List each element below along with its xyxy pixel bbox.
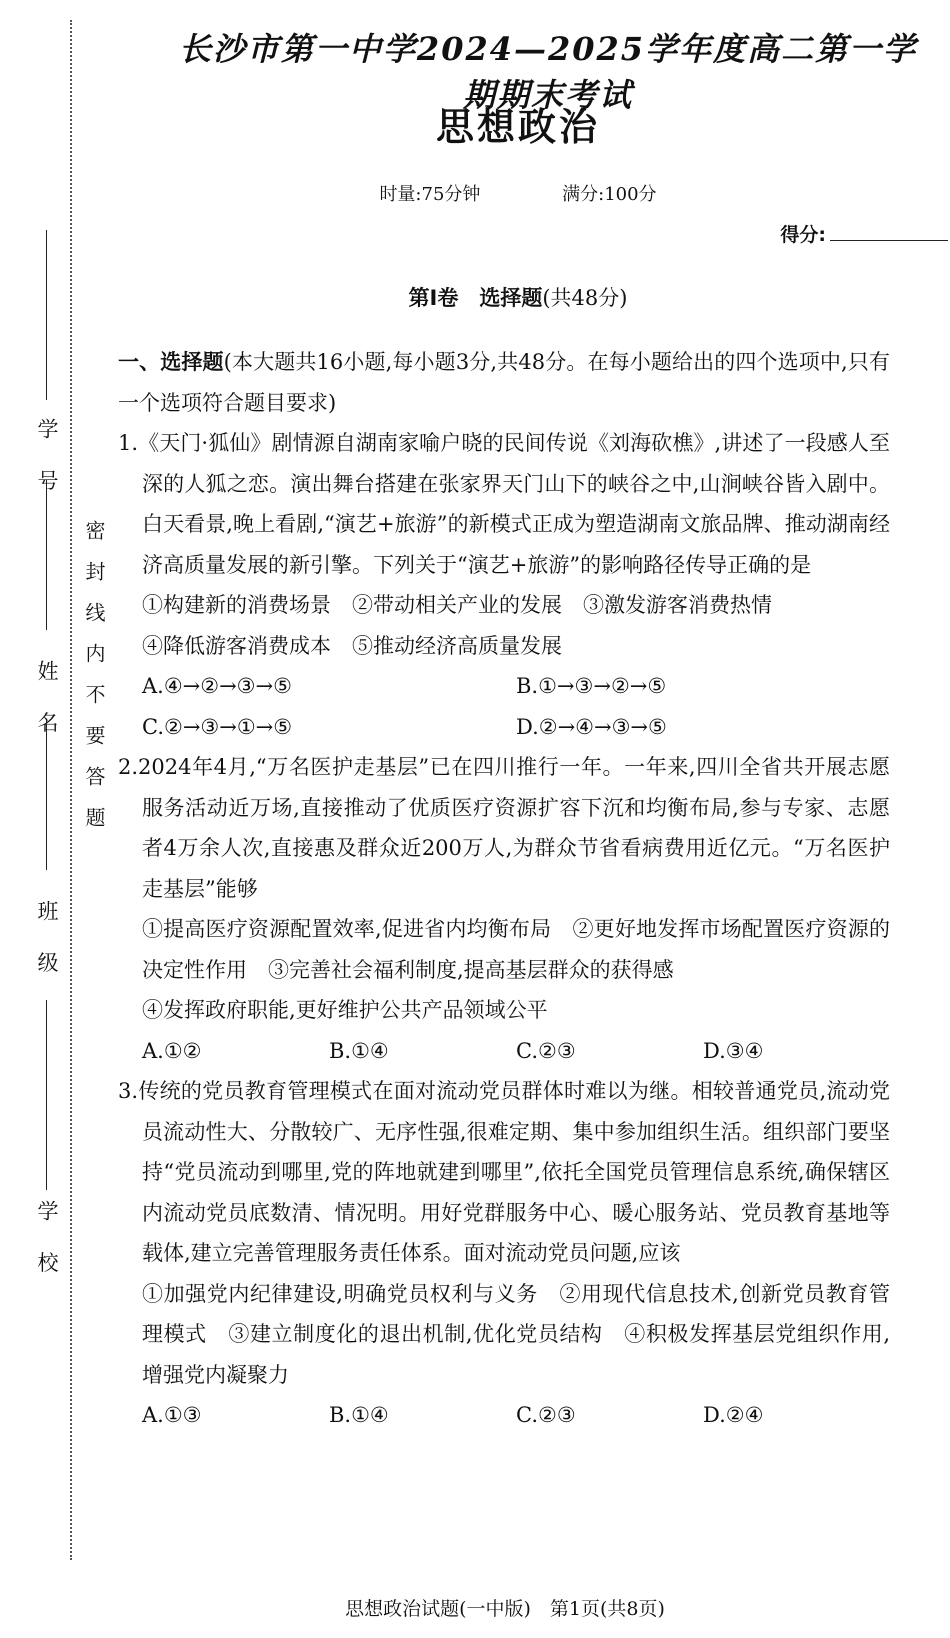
score-blank [830, 240, 948, 241]
section-subtitle-rest: (共48分) [542, 286, 628, 310]
score-field [780, 220, 948, 247]
question-3-option-b[interactable]: B.①④ [329, 1403, 389, 1427]
score-label: 得分: [780, 224, 826, 246]
exam-meta [118, 180, 918, 206]
school-line [46, 1000, 47, 1190]
time-limit: 时量:75分钟 [379, 184, 481, 205]
name-line [46, 480, 47, 630]
question-3-item: ①加强党内纪律建设,明确党员权利与义务 ②用现代信息技术,创新党员教育管理模式 ③建立制度化的退出机制,优化党员结构 ④积极发挥基层党组织作用,增强党内凝聚力 [142, 1281, 890, 1387]
student-id-line [46, 230, 47, 400]
class-line [46, 720, 47, 870]
instruction-label: 一、选择题 [118, 350, 224, 374]
section-heading [118, 282, 918, 312]
student-id-label: 学 号 [35, 418, 59, 503]
instruction-text: (本大题共16小题,每小题3分,共48分。在每小题给出的四个选项中,只有一个选项符合题目要求) [118, 350, 890, 415]
question-1-options [118, 707, 890, 748]
section-title: 第Ⅰ卷 [408, 286, 459, 310]
class-label: 班 级 [35, 900, 59, 985]
question-1-option-c[interactable]: C.②→③→①→⑤ [142, 714, 293, 739]
full-score: 满分:100分 [562, 184, 657, 205]
question-2-option-d[interactable]: D.③④ [703, 1038, 764, 1063]
question-2-item: ①提高医疗资源配置效率,促进省内均衡布局 ②更好地发挥市场配置医疗资源的决定性作用 ③完善社会福利制度,提高基层群众的获得感 [142, 917, 890, 982]
subject-title: 思想政治 [435, 105, 600, 149]
question-3-option-a[interactable]: A.①③ [142, 1403, 202, 1427]
school-label: 学 校 [35, 1200, 59, 1285]
question-3-option-d[interactable]: D.②④ [703, 1403, 764, 1427]
question-2-option-b[interactable]: B.①④ [329, 1038, 389, 1063]
question-1-item: ①构建新的消费场景 ②带动相关产业的发展 ③激发游客消费热情 [142, 593, 772, 617]
question-1-option-a[interactable]: A.④→②→③→⑤ [142, 674, 292, 698]
question-1-item: ④降低游客消费成本 ⑤推动经济高质量发展 [142, 633, 562, 658]
question-2-item: ④发挥政府职能,更好维护公共产品领域公平 [142, 998, 548, 1022]
section-subtitle-label: 选择题 [479, 286, 543, 310]
question-1-option-d[interactable]: D.②→④→③→⑤ [516, 714, 667, 739]
question-2-stem: 2.2024年4月,“万名医护走基层”已在四川推行一年。一年来,四川全省共开展志愿服务活动近万场,直接推动了优质医疗资源扩容下沉和均衡布局,参与专家、志愿者4万余人次,直接惠及群众近200万人,为群众节省看病费用近亿元。“万名医护走基层”能够 [118, 755, 890, 901]
questions-body [118, 342, 890, 1436]
name-label: 姓 名 [35, 660, 59, 745]
question-2-option-a[interactable]: A.①② [142, 1038, 202, 1063]
question-3-options [118, 1395, 890, 1436]
exam-title: 长沙市第一中学2024—2025学年度高二第一学期期末考试 [178, 30, 918, 114]
question-1-option-b[interactable]: B.①→③→②→⑤ [516, 674, 667, 698]
question-3-option-c[interactable]: C.②③ [516, 1403, 576, 1427]
question-1-stem: 1.《天门·狐仙》剧情源自湖南家喻户晓的民间传说《刘海砍樵》,讲述了一段感人至深的人狐之恋。演出舞台搭建在张家界天门山下的峡谷之中,山涧峡谷皆入剧中。白天看景,晚上看剧,“演艺+旅游”的新模式正成为塑造湖南文旅品牌、推动湖南经济高质量发展的新引擎。下列关于“演艺+旅游”的影响路径传导正确的是 [118, 431, 890, 577]
instruction [118, 342, 890, 423]
question-2-option-c[interactable]: C.②③ [516, 1038, 576, 1063]
page-footer: 思想政治试题(一中版) 第1页(共8页) [345, 1598, 665, 1620]
binding-margin [0, 0, 110, 1638]
question-1-options [118, 666, 890, 707]
question-3-stem: 3.传统的党员教育管理模式在面对流动党员群体时难以为继。相较普通党员,流动党员流动性大、分散较广、无序性强,很难定期、集中参加组织生活。组织部门要坚持“党员流动到哪里,党的阵地就建到哪里”,依托全国党员管理信息系统,确保辖区内流动党员底数清、情况明。用好党群服务中心、暖心服务站、党员教育基地等载体,建立完善管理服务责任体系。面对流动党员问题,应该 [118, 1079, 890, 1265]
seal-dotted-line [70, 20, 72, 1560]
seal-warning-text: 密封线内不要答题 [82, 520, 106, 848]
question-2-options [118, 1031, 890, 1072]
